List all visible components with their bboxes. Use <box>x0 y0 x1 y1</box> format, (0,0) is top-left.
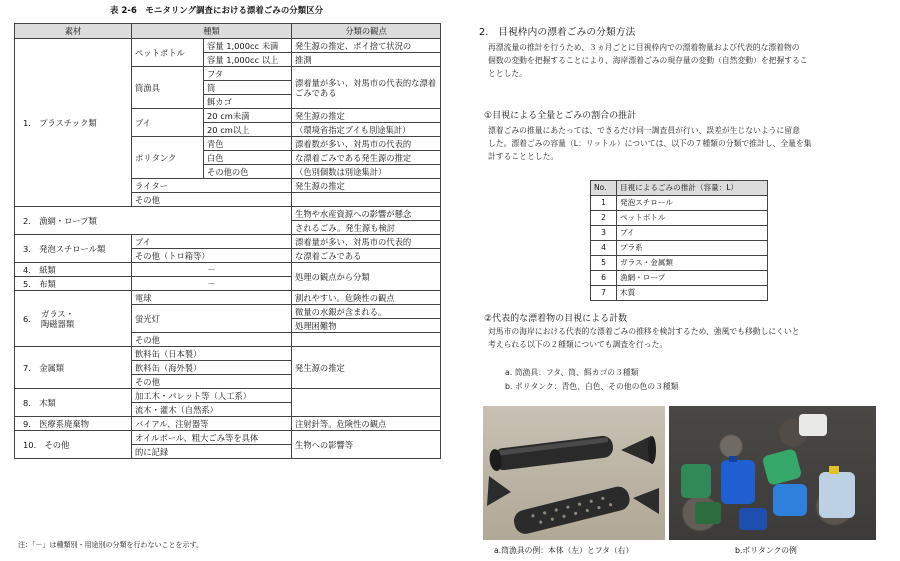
row-item: ブイ <box>617 226 768 241</box>
row-item: ペットボトル <box>617 211 768 226</box>
subtype-cell: 容量 1,000cc 未満 <box>204 39 292 53</box>
type-glass-other: その他 <box>132 333 292 347</box>
type-cloth: － <box>132 277 292 291</box>
viewpoint-cell: 発生源の推定 <box>292 109 441 123</box>
type-oil-ball: オイルボール、粗大ごみ等を具体 <box>132 431 292 445</box>
fishing-gear-illustration <box>483 406 665 540</box>
viewpoint-cell: 生物への影響等 <box>292 431 441 459</box>
material-plastic: 1. プラスチック類 <box>15 39 132 207</box>
material-glass-number: 6. <box>23 313 31 324</box>
material-cloth: 5. 布類 <box>15 277 132 291</box>
table-row <box>15 347 441 361</box>
viewpoint-cell: （環境省指定ブイも別途集計） <box>292 123 441 137</box>
material-glass-label-1: ガラス・ <box>41 308 74 319</box>
photo-caption-b: b.ポリタンクの例 <box>735 546 797 555</box>
viewpoint-cell: 発生源の推定 <box>292 179 441 193</box>
type-lighter: ライター <box>132 179 292 193</box>
paragraph-line: 個数の変動を把握することにより、海岸漂着ごみの現存量の変動（自然変動）を把握するこ <box>488 56 808 65</box>
viewpoint-cell: 割れやすい。危険性の観点 <box>292 291 441 305</box>
type-paper: － <box>132 263 292 277</box>
subtype-cell: 20 cm以上 <box>204 123 292 137</box>
viewpoint-cell: 生物や水産資源への影響が懸念 <box>292 207 441 221</box>
material-paper: 4. 紙類 <box>15 263 132 277</box>
material-foam: 3. 発泡スチロール類 <box>15 235 132 263</box>
volume-estimate-table <box>590 180 768 301</box>
viewpoint-cell: 漂着数が多い、対馬市の代表的 <box>292 137 441 151</box>
subsection-title-1: ①目視による全量とごみの割合の推計 <box>484 111 637 121</box>
subtype-cell: 白色 <box>204 151 292 165</box>
poly-tank-illustration <box>669 406 876 540</box>
viewpoint-cell: 微量の水銀が含まれる。 <box>292 305 441 319</box>
viewpoint-cell: 処理困難物 <box>292 319 441 333</box>
table-row <box>15 263 441 277</box>
viewpoint-cell: 注射針等。危険性の観点 <box>292 417 441 431</box>
type-poly-tank: ポリタンク <box>132 137 204 179</box>
row-item: 発泡スチロール <box>617 196 768 211</box>
photo-caption-a: a.筒漁具の例：本体（左）とフタ（右） <box>494 546 634 555</box>
viewpoint-cell: 漂着量が多い、対馬市の代表的 <box>292 235 441 249</box>
row-item: 漁網・ロープ <box>617 271 768 286</box>
table-caption: 表 2-6 モニタリング調査における漂着ごみの分類区分 <box>110 5 324 15</box>
table-row <box>591 286 768 301</box>
viewpoint-cell: 発生源の推定 <box>292 347 441 389</box>
subtype-cell: 筒 <box>204 81 292 95</box>
section-paragraph <box>488 41 808 80</box>
header-no: No. <box>591 181 617 196</box>
viewpoint-cell: （色別個数は別途集計） <box>292 165 441 179</box>
subtype-cell: 青色 <box>204 137 292 151</box>
viewpoint-cell: 漂着量が多い、対馬市の代表的な漂着ごみである <box>292 67 441 109</box>
type-metal-other: その他 <box>132 375 292 389</box>
subtype-cell: その他の色 <box>204 165 292 179</box>
header-item: 目視によるごみの推計（容量：L） <box>617 181 768 196</box>
type-fishing-gear: 筒漁具 <box>132 67 204 109</box>
material-glass <box>15 291 132 347</box>
section-title: 2. 目視枠内の漂着ごみの分類方法 <box>479 27 636 38</box>
type-can-japan: 飲料缶（日本製） <box>132 347 292 361</box>
row-no: 7 <box>591 286 617 301</box>
header-viewpoint: 分類の観点 <box>292 24 441 39</box>
paragraph-line: 漂着ごみの推量にあたっては、できるだけ同一調査員が行い、誤差が生じないように留意 <box>488 126 800 135</box>
viewpoint-cell: な漂着ごみである発生源の推定 <box>292 151 441 165</box>
table-row <box>15 207 441 221</box>
type-oil-ball-cont: 的に記録 <box>132 445 292 459</box>
viewpoint-cell: されるごみ。発生源も検討 <box>292 221 441 235</box>
type-fluorescent: 蛍光灯 <box>132 305 292 333</box>
material-medical: 9. 医療系廃棄物 <box>15 417 132 431</box>
row-no: 2 <box>591 211 617 226</box>
subsection-paragraph-1 <box>488 124 812 163</box>
subsection-title-2: ②代表的な漂着物の目視による計数 <box>484 314 628 324</box>
table-row <box>15 39 441 53</box>
viewpoint-cell <box>292 389 441 417</box>
photo-fishing-gear <box>483 406 665 540</box>
table-row <box>15 417 441 431</box>
viewpoint-cell <box>292 193 441 207</box>
paragraph-line: した。漂着ごみの容量（L：リットル）については、以下の７種類の分類で推計し、全量を集 <box>488 139 812 148</box>
table-note: 注：「－」は種類別・用途別の分類を行わないことを示す。 <box>18 541 203 549</box>
list-item: a. 筒漁具：フタ、筒、餌カゴの３種類 <box>505 368 639 377</box>
paragraph-line: ととした。 <box>488 69 527 78</box>
subtype-cell: 容量 1,000cc 以上 <box>204 53 292 67</box>
type-plastic-other: その他 <box>132 193 292 207</box>
table-row <box>591 211 768 226</box>
type-processed-wood: 加工木・パレット等（人工系） <box>132 389 292 403</box>
paragraph-line: 計することとした。 <box>488 152 559 161</box>
type-can-overseas: 飲料缶（海外製） <box>132 361 292 375</box>
paragraph-line: 考えられる以下の２種類についても調査を行った。 <box>488 340 668 349</box>
subtype-cell: 餌カゴ <box>204 95 292 109</box>
table-row <box>15 291 441 305</box>
type-pet-bottle: ペットボトル <box>132 39 204 67</box>
table-row <box>15 389 441 403</box>
material-misc: 10. その他 <box>15 431 132 459</box>
table-row <box>591 256 768 271</box>
viewpoint-cell: 推測 <box>292 53 441 67</box>
type-bulb: 電球 <box>132 291 292 305</box>
row-no: 6 <box>591 271 617 286</box>
viewpoint-cell: 処理の観点から分類 <box>292 263 441 291</box>
volume-table-header <box>591 181 768 196</box>
survey-item-list <box>505 366 678 393</box>
table-row <box>591 226 768 241</box>
paragraph-line: 対馬市の海岸における代表的な漂着ごみの推移を検討するため、強風でも移動しにくいと <box>488 327 800 336</box>
row-item: ガラス・金属類 <box>617 256 768 271</box>
material-glass-label-2: 陶磁器類 <box>40 318 75 329</box>
viewpoint-cell: 発生源の推定、ポイ捨て状況の <box>292 39 441 53</box>
type-vial-syringe: バイアル、注射器等 <box>132 417 292 431</box>
row-item: 木質 <box>617 286 768 301</box>
viewpoint-cell <box>292 333 441 347</box>
table-row <box>15 431 441 445</box>
header-material: 素材 <box>15 24 132 39</box>
photo-poly-tanks <box>669 406 876 540</box>
type-driftwood: 流木・灌木（自然系） <box>132 403 292 417</box>
table-row <box>591 196 768 211</box>
material-metal: 7. 金属類 <box>15 347 132 389</box>
material-net-rope: 2. 漁網・ロープ類 <box>15 207 292 235</box>
paragraph-line: 再漂流量の推計を行うため、３ヵ月ごとに目視枠内での漂着物量および代表的な漂着物の <box>488 43 800 52</box>
subtype-cell: 20 cm未満 <box>204 109 292 123</box>
list-item: b. ポリタンク：青色、白色、その他の色の３種類 <box>505 381 679 391</box>
type-foam-buoy: ブイ <box>132 235 292 249</box>
row-item: プラ系 <box>617 241 768 256</box>
row-no: 3 <box>591 226 617 241</box>
table-row <box>15 235 441 249</box>
table-header-row <box>15 24 441 39</box>
row-no: 5 <box>591 256 617 271</box>
row-no: 1 <box>591 196 617 211</box>
table-row <box>591 241 768 256</box>
material-wood: 8. 木類 <box>15 389 132 417</box>
header-type: 種類 <box>132 24 292 39</box>
subsection-paragraph-2 <box>488 325 800 351</box>
viewpoint-cell: な漂着ごみである <box>292 249 441 263</box>
type-foam-other: その他（トロ箱等） <box>132 249 292 263</box>
table-row <box>591 271 768 286</box>
subtype-cell: フタ <box>204 67 292 81</box>
row-no: 4 <box>591 241 617 256</box>
classification-table <box>14 23 441 459</box>
type-buoy: ブイ <box>132 109 204 137</box>
